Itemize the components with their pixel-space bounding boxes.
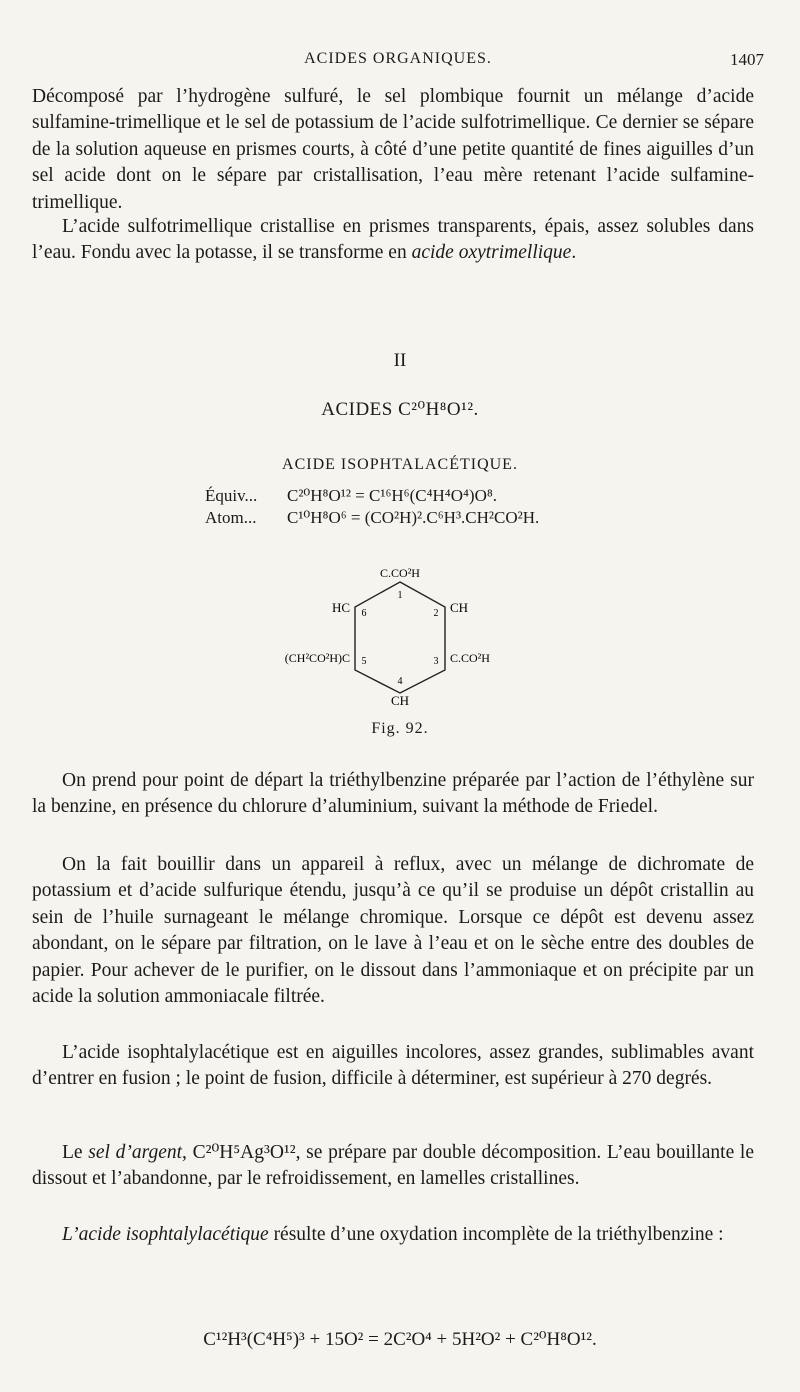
ring-position-6: 6 [361, 608, 367, 619]
running-title: ACIDES ORGANIQUES. [304, 50, 492, 67]
group-left-upper: HC [331, 600, 350, 615]
paragraph-start: Le [62, 1142, 89, 1163]
final-equation: C¹²H³(C⁴H⁵)³ + 15O² = 2C²O⁴ + 5H²O² + C²⁰H⁸O¹². [203, 1329, 597, 1350]
ring-position-1: 1 [397, 590, 403, 601]
paragraph-depart: On prend pour point de départ la triéthylbenzine préparée par l’action de l’éthylène sur la benzine, en présence du chlorure d’aluminium, suivant la méthode de Friedel. [32, 770, 754, 818]
paragraph-end: . [571, 242, 577, 264]
figure-92-structure [250, 560, 550, 710]
atom-formula: C¹⁰H⁸O⁶ = (CO²H)².C⁶H³.CH²CO²H. [287, 508, 540, 527]
ring-position-4: 4 [397, 676, 403, 687]
italic-term-sel-argent: sel d’argent [88, 1142, 183, 1163]
ring-position-5: 5 [361, 656, 367, 667]
paragraph-text: , C²⁰H⁵Ag³O¹², se prépare par double décomposition. L’eau bouillante le dissout et l’abandonne, par le refroidissement, en lamelles cristallines. [32, 1142, 754, 1190]
equiv-formula: C²⁰H⁸O¹² = C¹⁶H⁶(C⁴H⁴O⁴)O⁸. [287, 486, 498, 505]
formula-atom [205, 508, 539, 527]
section-title: ACIDES C²⁰H⁸O¹². [321, 399, 479, 420]
page-number: 1407 [730, 50, 764, 69]
formula-equiv [205, 486, 497, 505]
figure-caption: Fig. 92. [371, 720, 429, 737]
group-left-lower: (CH²CO²H)C [284, 651, 350, 665]
equiv-label: Équiv... [205, 486, 258, 505]
atom-label: Atom... [205, 508, 257, 527]
group-right-lower: C.CO²H [450, 651, 490, 665]
substituent-top: C.CO²H [380, 566, 420, 580]
paragraph-oxydation [32, 1222, 754, 1248]
paragraph-sulfotrimellique [32, 214, 754, 267]
italic-term-oxytrimellique: acide oxytrimellique [411, 242, 572, 264]
paragraph-proprietes: L’acide isophtalylacétique est en aiguilles incolores, assez grandes, sublimables avant d’entrer en fusion ; le point de fusion, difficile à déterminer, est supérieur à 270 degrés. [32, 1042, 754, 1090]
paragraph-procede: On la fait bouillir dans un appareil à reflux, avec un mélange de dichromate de potassium et d’acide sulfurique étendu, jusqu’à ce qu’il se produise un dépôt cristallin au sein de l’huile surnageant le mélange chromique. Lorsque ce dépôt est devenu assez abondant, on le sépare par filtration, on le lave à l’eau et on le sèche entre des doubles de papier. Pour achever de le purifier, on le dissout dans l’ammoniaque et on précipite par un acide la solution ammoniacale filtrée. [32, 854, 754, 1008]
paragraph-sel-argent [32, 1140, 754, 1193]
paragraph-text: L’acide sulfotrimellique cristallise en prismes transparents, épais, assez solubles dans l’eau. Fondu avec la potasse, il se transforme en [32, 216, 754, 264]
page-header [32, 50, 764, 72]
paragraph-text: résulte d’une oxydation incomplète de la triéthylbenzine : [268, 1224, 724, 1245]
ring-position-2: 2 [433, 608, 439, 619]
ring-position-3: 3 [433, 656, 439, 667]
group-right-upper: CH [450, 600, 469, 615]
section-numeral: II [393, 350, 407, 371]
italic-term-acide: L’acide isophtalylacétique [62, 1224, 269, 1245]
group-bottom: CH [390, 693, 410, 708]
paragraph-sulfamine: Décomposé par l’hydrogène sulfuré, le sel plombique fournit un mélange d’acide sulfamine-trimellique et le sel de potassium de l’acide sulfotrimellique. Ce dernier se sépare de la solution aqueuse en prismes courts, à côté d’une petite quantité de fines aiguilles d’un sel acide dont on le sépare par cristallisation, l’eau mère retenant l’acide sulfamine-trimellique. [32, 86, 754, 213]
subsection-title: ACIDE ISOPHTALACÉTIQUE. [282, 456, 518, 473]
